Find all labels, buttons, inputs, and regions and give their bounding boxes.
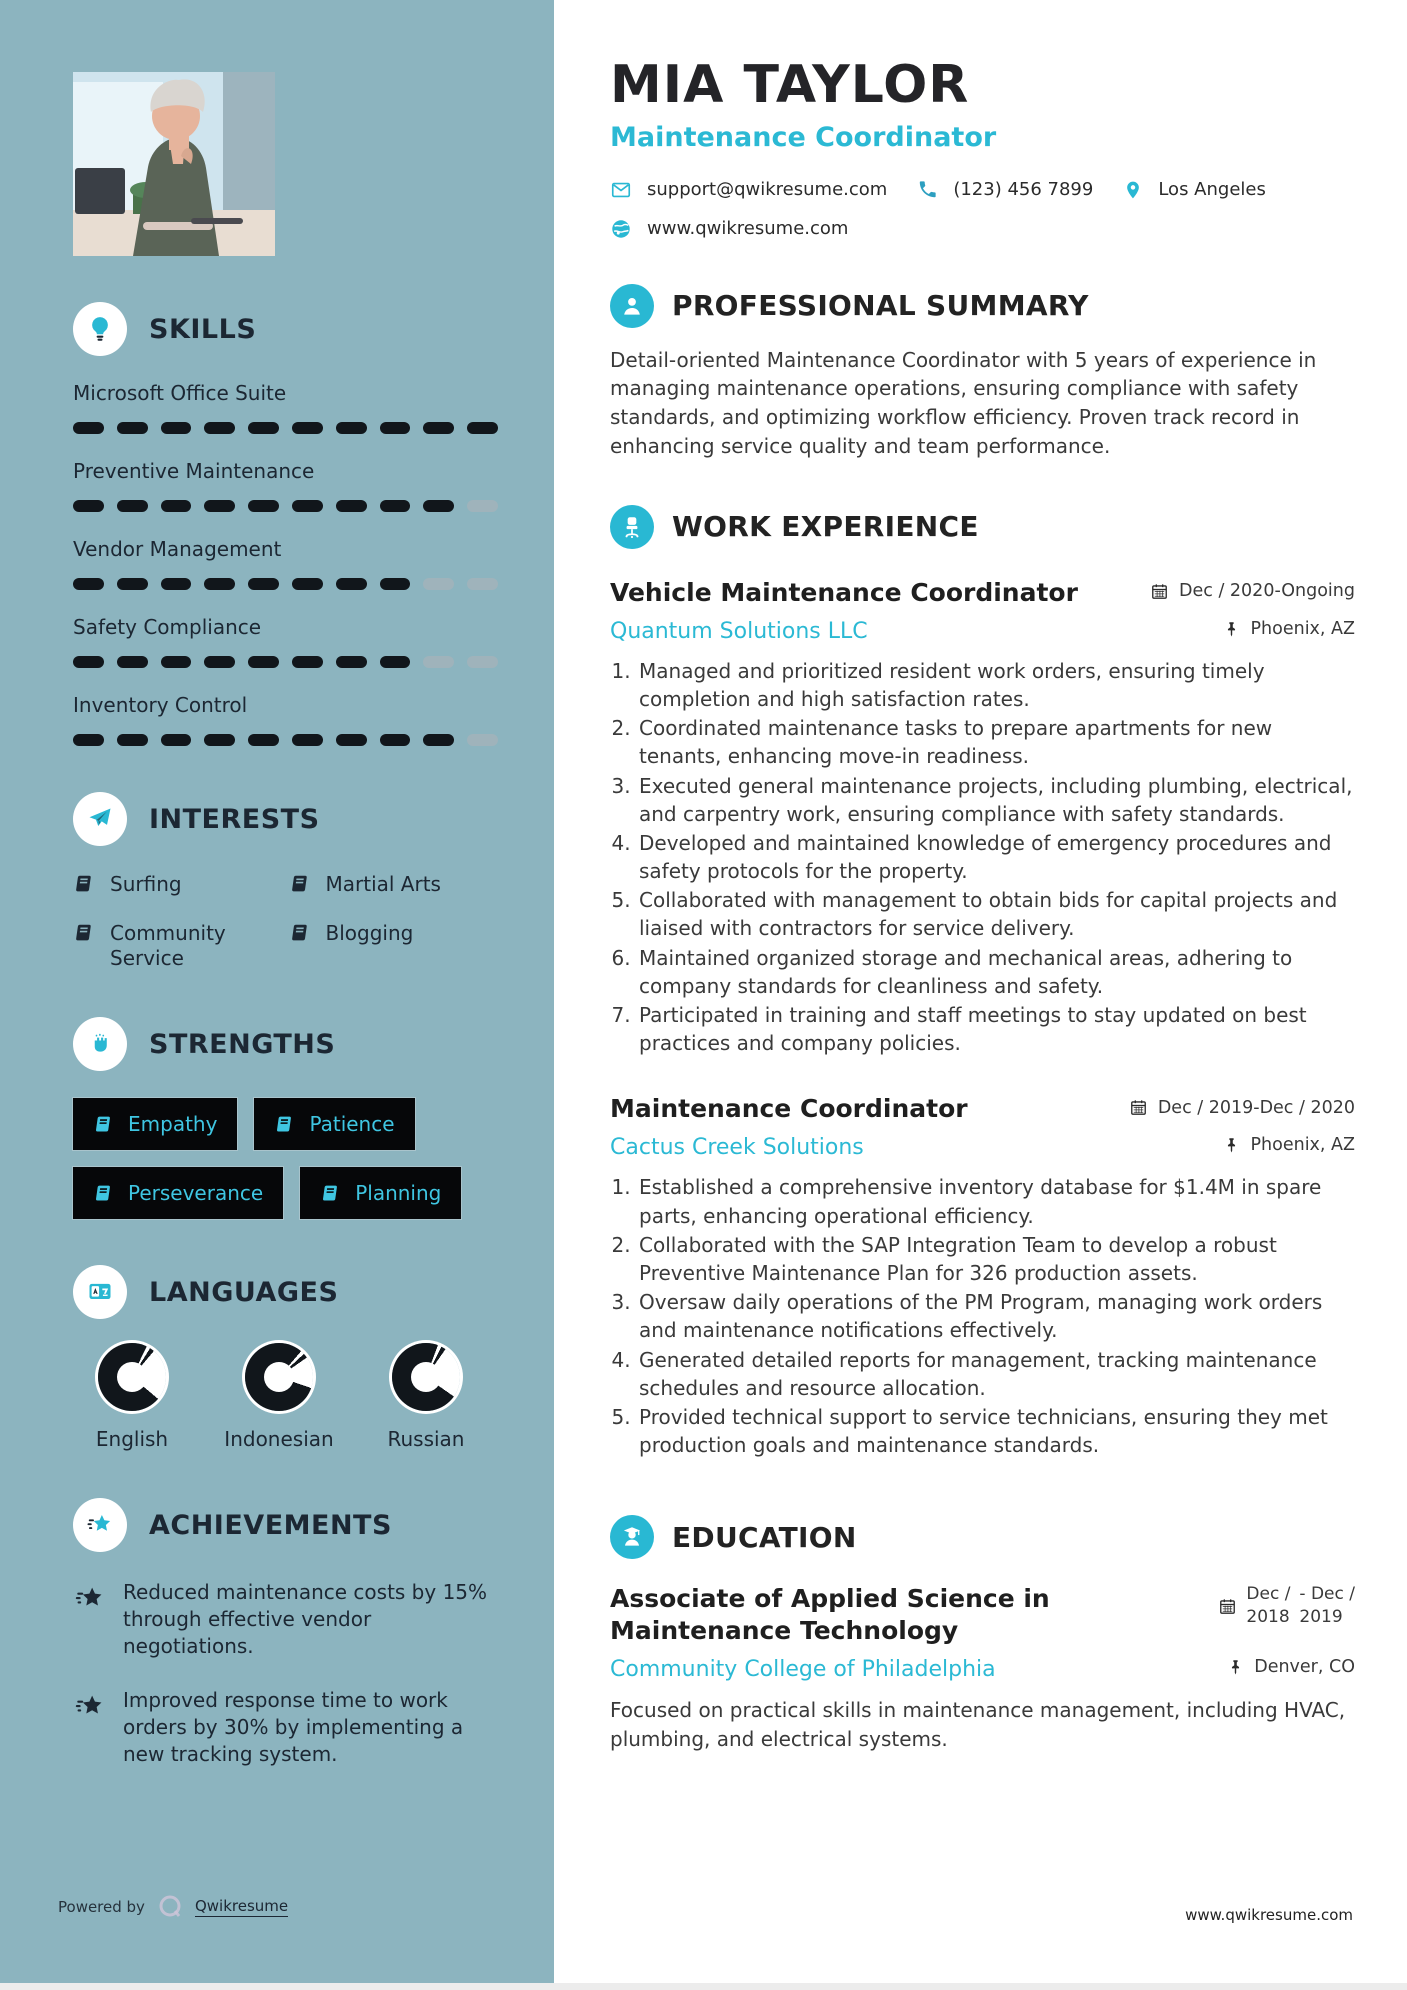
company-name: Cactus Creek Solutions [610, 1135, 864, 1161]
calendar-icon [1218, 1597, 1237, 1616]
shooting-star-bullet-icon [73, 1690, 107, 1724]
education-date [1218, 1583, 1355, 1629]
job-title: Maintenance Coordinator [610, 1094, 968, 1124]
phone-icon [917, 179, 938, 200]
contact-info [610, 179, 1355, 240]
strength-chip [73, 1098, 237, 1150]
education-location [1227, 1657, 1355, 1677]
office-chair-icon [610, 505, 654, 549]
job-location-text: Phoenix, AZ [1250, 1135, 1355, 1156]
strengths-section [73, 1017, 498, 1219]
job-date-text: Dec / 2020-Ongoing [1179, 581, 1355, 602]
powered-by-footer [58, 1892, 288, 1922]
education-date-col [1246, 1583, 1290, 1629]
skill-level-bar [73, 656, 498, 668]
interest-label: Blogging [325, 921, 414, 945]
location-contact [1123, 179, 1266, 201]
job-bullet: 4. Generated detailed reports for management, tracking maintenance schedules and resource allocation. [637, 1346, 1355, 1402]
education-location-text: Denver, CO [1254, 1657, 1355, 1678]
education-date-col [1299, 1583, 1355, 1629]
interest-item [289, 921, 499, 971]
job-bullet-list [610, 1173, 1355, 1459]
job-bullet: 5. Provided technical support to service technicians, ensuring they met production goals and maintenance standards. [637, 1403, 1355, 1459]
phone-text: (123) 456 7899 [953, 179, 1094, 201]
achievement-item [73, 1687, 498, 1768]
globe-icon [610, 218, 632, 240]
education-date-text: 2018 [1246, 1607, 1290, 1628]
sidebar [0, 0, 554, 1990]
language-label: Indonesian [224, 1427, 334, 1451]
interest-label: Community Service [110, 921, 226, 970]
interest-label: Martial Arts [325, 872, 441, 896]
achievements-section [73, 1498, 498, 1768]
interests-list [73, 872, 498, 971]
experience-heading: WORK EXPERIENCE [672, 510, 979, 544]
powered-by-label: Powered by [58, 1898, 145, 1916]
skill-name: Vendor Management [73, 537, 282, 561]
education-description: Focused on practical skills in maintenance management, including HVAC, plumbing, and electrical systems. [610, 1698, 1346, 1752]
pushpin-icon [1227, 1658, 1244, 1676]
achievements-header [73, 1498, 498, 1552]
skill-item [73, 381, 498, 434]
job-bullet: 3. Oversaw daily operations of the PM Program, managing work orders and maintenance notifications effectively. [637, 1288, 1355, 1344]
strength-label: Perseverance [128, 1181, 264, 1205]
main-column [554, 0, 1407, 1990]
job-entry [610, 577, 1355, 1058]
calendar-icon [1150, 582, 1169, 601]
job-bullet: 3. Executed general maintenance projects, including plumbing, electrical, and carpentry work, ensuring compliance with safety standards. [637, 772, 1355, 828]
interest-label: Surfing [110, 872, 182, 896]
skill-level-bar [73, 500, 498, 512]
candidate-name: MIA TAYLOR [610, 55, 970, 115]
education-degree-row [610, 1583, 1355, 1647]
book-icon [93, 1183, 114, 1204]
job-date [1129, 1098, 1355, 1118]
strength-label: Planning [355, 1181, 442, 1205]
skill-item [73, 459, 498, 512]
achievements-heading: ACHIEVEMENTS [149, 1509, 392, 1541]
languages-header [73, 1265, 498, 1319]
job-bullet: 2. Coordinated maintenance tasks to prepare apartments for new tenants, enhancing move-in readiness. [637, 714, 1355, 770]
job-bullet: 7. Participated in training and staff meetings to stay updated on best practices and company policies. [637, 1001, 1355, 1057]
strength-chip [73, 1167, 283, 1219]
job-bullet-list [610, 657, 1355, 1058]
website-contact [610, 218, 848, 240]
job-location [1223, 1135, 1355, 1155]
achievement-item [73, 1579, 498, 1660]
profile-photo [73, 72, 275, 256]
skills-header [73, 302, 498, 356]
school-name: Community College of Philadelphia [610, 1657, 996, 1683]
summary-text: Detail-oriented Maintenance Coordinator with 5 years of experience in managing maintenance operations, ensuring compliance with safety standards, and optimizing workflow efficiency. Proven track record in enhancing service quality and team performance. [610, 347, 1317, 458]
interests-header [73, 792, 498, 846]
contact-row [610, 218, 1355, 240]
summary-section [610, 284, 1355, 461]
job-bullet: 4. Developed and maintained knowledge of emergency procedures and safety protocols for the property. [637, 829, 1355, 885]
skills-heading: SKILLS [149, 313, 257, 345]
skill-name: Safety Compliance [73, 615, 262, 639]
contact-row [610, 179, 1355, 201]
strengths-list [73, 1098, 473, 1219]
job-company-row [610, 619, 1355, 644]
job-location-text: Phoenix, AZ [1250, 618, 1355, 639]
experience-header [610, 505, 1355, 549]
summary-header [610, 284, 1355, 328]
education-school-row [610, 1657, 1355, 1682]
education-date-text: 2019 [1299, 1607, 1343, 1628]
phone-contact [917, 179, 1093, 200]
language-item [367, 1343, 485, 1452]
strength-label: Patience [309, 1112, 395, 1136]
graduate-icon [610, 1515, 654, 1559]
footer-website[interactable]: www.qwikresume.com [1185, 1906, 1353, 1924]
book-icon [289, 873, 311, 895]
interest-item [73, 872, 283, 897]
job-bullet: 1. Established a comprehensive inventory database for $1.4M in spare parts, enhancing operational efficiency. [637, 1173, 1355, 1229]
book-icon [289, 922, 311, 944]
education-heading: EDUCATION [672, 1520, 857, 1554]
education-date-text: - Dec / [1299, 1584, 1355, 1605]
language-donut [98, 1343, 166, 1411]
job-entry [610, 1093, 1355, 1459]
language-item [73, 1343, 191, 1452]
skill-level-bar [73, 422, 498, 434]
interests-section [73, 792, 498, 971]
education-header [610, 1515, 1355, 1559]
skill-item [73, 693, 498, 746]
location-pin-icon [1123, 179, 1143, 201]
bottom-strip [0, 1983, 1407, 1990]
skill-level-bar [73, 734, 498, 746]
languages-list [73, 1343, 485, 1452]
email-text[interactable]: support@qwikresume.com [647, 179, 888, 201]
fist-icon [73, 1017, 127, 1071]
job-location [1223, 619, 1355, 639]
strengths-heading: STRENGTHS [149, 1028, 336, 1060]
qwikresume-logo-icon [155, 1892, 185, 1922]
strength-chip [254, 1098, 414, 1150]
email-contact [610, 179, 887, 201]
pushpin-icon [1223, 620, 1240, 638]
interest-item [289, 872, 499, 897]
website-text[interactable]: www.qwikresume.com [647, 218, 849, 240]
language-donut [392, 1343, 460, 1411]
calendar-icon [1129, 1098, 1148, 1117]
paper-plane-icon [73, 792, 127, 846]
book-icon [274, 1114, 295, 1135]
lightbulb-icon [73, 302, 127, 356]
mail-icon [610, 179, 632, 201]
interests-heading: INTERESTS [149, 803, 320, 835]
book-icon [320, 1183, 341, 1204]
profile-photo-image [73, 72, 275, 256]
job-company-row [610, 1135, 1355, 1160]
language-item [220, 1343, 338, 1452]
job-title-row [610, 577, 1355, 609]
company-name: Quantum Solutions LLC [610, 618, 868, 644]
job-title-row [610, 1093, 1355, 1125]
language-donut [245, 1343, 313, 1411]
skill-item [73, 615, 498, 668]
skill-item [73, 537, 498, 590]
shooting-star-bullet-icon [73, 1582, 107, 1616]
degree-title: Associate of Applied Science in Maintenance Technology [610, 1584, 1050, 1646]
strength-label: Empathy [128, 1112, 218, 1136]
achievement-text: Reduced maintenance costs by 15% through effective vendor negotiations. [123, 1580, 488, 1658]
strengths-header [73, 1017, 498, 1071]
job-bullet: 2. Collaborated with the SAP Integration Team to develop a robust Preventive Maintenance Plan for 326 production assets. [637, 1231, 1355, 1287]
skill-level-bar [73, 578, 498, 590]
person-icon [610, 284, 654, 328]
job-bullet: 1. Managed and prioritized resident work orders, ensuring timely completion and high satisfaction rates. [637, 657, 1355, 713]
location-text: Los Angeles [1158, 179, 1266, 201]
job-date-text: Dec / 2019-Dec / 2020 [1157, 1097, 1355, 1118]
experience-section [610, 505, 1355, 1460]
job-title: Vehicle Maintenance Coordinator [610, 577, 1078, 607]
languages-heading: LANGUAGES [149, 1276, 339, 1308]
summary-heading: PROFESSIONAL SUMMARY [672, 289, 1089, 323]
book-icon [93, 1114, 114, 1135]
job-date [1150, 581, 1355, 601]
book-icon [73, 873, 95, 895]
job-bullet: 5. Collaborated with management to obtain bids for capital projects and liaised with contractors for service delivery. [637, 886, 1355, 942]
interest-item [73, 921, 283, 971]
shooting-star-icon [73, 1498, 127, 1552]
achievement-text: Improved response time to work orders by 30% by implementing a new tracking system. [123, 1688, 464, 1766]
skill-name: Preventive Maintenance [73, 459, 315, 483]
job-bullet: 6. Maintained organized storage and mechanical areas, adhering to company standards for cleanliness and safety. [637, 944, 1355, 1000]
skill-name: Microsoft Office Suite [73, 381, 287, 405]
translate-icon [73, 1265, 127, 1319]
languages-section [73, 1265, 498, 1452]
candidate-title: Maintenance Coordinator [610, 121, 997, 153]
strength-chip [300, 1167, 461, 1219]
language-label: Russian [387, 1427, 465, 1451]
education-section [610, 1515, 1355, 1754]
book-icon [73, 922, 95, 944]
skills-section [73, 302, 498, 746]
skill-name: Inventory Control [73, 693, 248, 717]
qwikresume-link[interactable]: Qwikresume [194, 1897, 289, 1915]
pushpin-icon [1223, 1136, 1240, 1154]
language-label: English [95, 1427, 169, 1451]
education-date-text: Dec / [1246, 1584, 1291, 1605]
